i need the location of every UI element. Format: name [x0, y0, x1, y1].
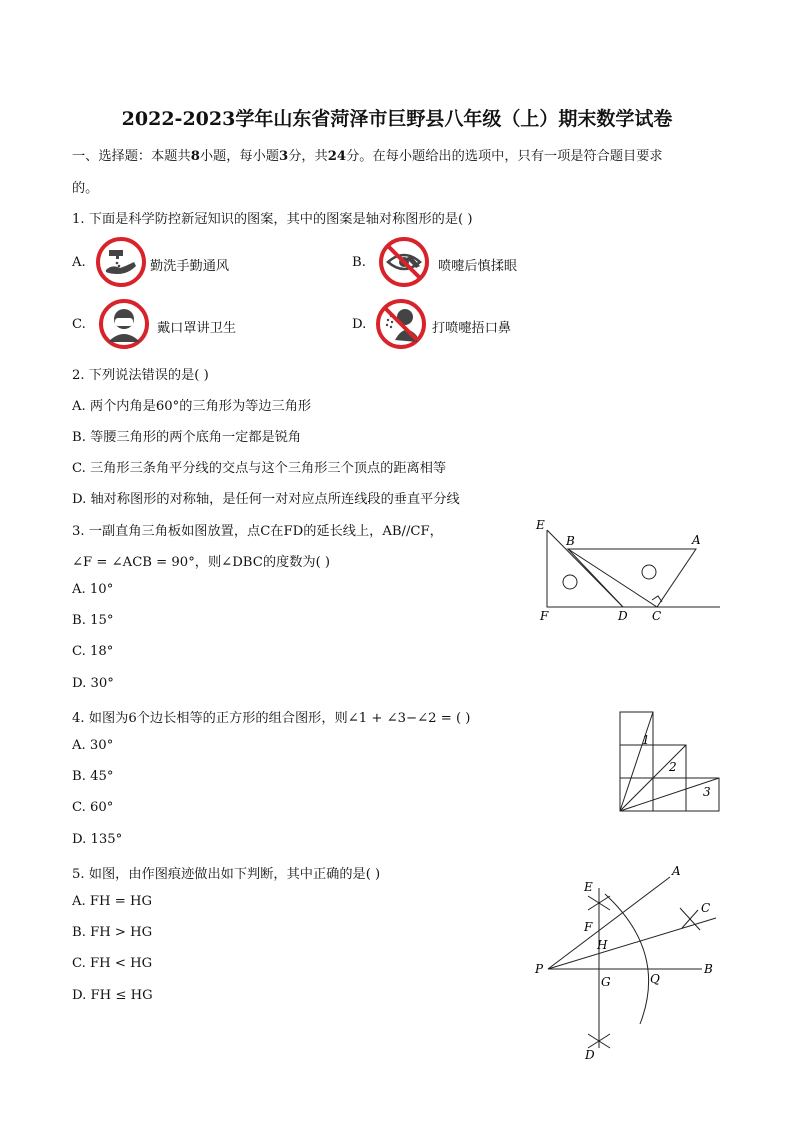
q3-label-b: B	[566, 534, 575, 548]
q5-label-q: Q	[650, 972, 660, 986]
q1-option-a-label: 勤洗手勤通风	[150, 259, 230, 274]
q3-stem-line1: 3. 一副直角三角板如图放置，点C在FD的延长线上，AB//CF，	[72, 524, 443, 539]
q4-squares-figure	[614, 706, 724, 816]
q3-label-e: E	[536, 518, 545, 532]
q3-label-c: C	[652, 609, 662, 623]
mask-icon	[98, 298, 150, 350]
q3-label-f: F	[540, 609, 549, 623]
page-title: 2022-2023学年山东省菏泽市巨野县八年级（上）期末数学试卷	[121, 108, 673, 130]
q3-stem-line2: ∠F = ∠ACB = 90°，则∠DBC的度数为( )	[72, 555, 331, 570]
q5-label-d: D	[585, 1048, 595, 1062]
q5-option-b[interactable]: B. FH > HG	[72, 925, 153, 940]
q1-option-c-letter[interactable]: C.	[72, 317, 86, 332]
q4-option-c[interactable]: C. 60°	[72, 800, 114, 815]
q4-option-a[interactable]: A. 30°	[72, 738, 114, 753]
q1-option-b-label: 喷嚏后慎揉眼	[438, 259, 518, 274]
q5-label-p: P	[535, 962, 544, 976]
q5-construction-figure	[530, 860, 724, 1065]
q2-option-a[interactable]: A. 两个内角是60°的三角形为等边三角形	[72, 399, 312, 414]
q3-option-b[interactable]: B. 15°	[72, 613, 114, 628]
q5-option-a[interactable]: A. FH = HG	[72, 894, 153, 909]
q5-label-g: G	[601, 975, 611, 989]
q2-option-d[interactable]: D. 轴对称图形的对称轴，是任何一对对应点所连线段的垂直平分线	[72, 492, 460, 507]
q1-option-c-label: 戴口罩讲卫生	[157, 321, 237, 336]
q5-stem: 5. 如图，由作图痕迹做出如下判断，其中正确的是( )	[72, 867, 381, 882]
q3-label-d: D	[618, 609, 628, 623]
q5-label-a: A	[672, 864, 681, 878]
q3-option-a[interactable]: A. 10°	[72, 582, 114, 597]
hand-wash-icon	[95, 236, 147, 288]
section-header-end: 的。	[72, 181, 99, 196]
no-eye-rub-icon	[378, 236, 430, 288]
sneeze-icon	[375, 298, 427, 350]
q4-option-b[interactable]: B. 45°	[72, 769, 114, 784]
q1-option-b-letter[interactable]: B.	[352, 255, 366, 270]
q2-option-c[interactable]: C. 三角形三条角平分线的交点与这个三角形三个顶点的距离相等	[72, 461, 447, 476]
q5-label-b: B	[704, 962, 713, 976]
q4-stem: 4. 如图为6个边长相等的正方形的组合图形，则∠1 + ∠3−∠2 = ( )	[72, 711, 471, 726]
q5-label-h: H	[597, 938, 608, 952]
q4-angle-2-label: 2	[669, 760, 677, 774]
q3-option-c[interactable]: C. 18°	[72, 644, 114, 659]
q3-triangle-figure	[530, 512, 724, 630]
q4-option-d[interactable]: D. 135°	[72, 832, 123, 847]
q5-label-e: E	[584, 880, 593, 894]
q5-option-d[interactable]: D. FH ≤ HG	[72, 988, 153, 1003]
q2-option-b[interactable]: B. 等腰三角形的两个底角一定都是锐角	[72, 430, 302, 445]
q4-angle-3-label: 3	[703, 785, 711, 799]
q1-stem: 1. 下面是科学防控新冠知识的图案，其中的图案是轴对称图形的是( )	[72, 212, 473, 227]
q5-label-c: C	[701, 901, 711, 915]
q3-option-d[interactable]: D. 30°	[72, 676, 114, 691]
q1-option-d-label: 打喷嚏捂口鼻	[432, 321, 512, 336]
q1-option-a-letter[interactable]: A.	[72, 255, 86, 270]
q5-option-c[interactable]: C. FH < HG	[72, 956, 153, 971]
q4-angle-1-label: 1	[642, 733, 650, 747]
section-header: 一、选择题：本题共8小题，每小题3分，共24分。在每小题给出的选项中，只有一项是符合题目要求	[72, 149, 663, 164]
q3-label-a: A	[692, 533, 701, 547]
q1-option-d-letter[interactable]: D.	[352, 317, 367, 332]
q2-stem: 2. 下列说法错误的是( )	[72, 368, 209, 383]
q5-label-f: F	[584, 920, 593, 934]
